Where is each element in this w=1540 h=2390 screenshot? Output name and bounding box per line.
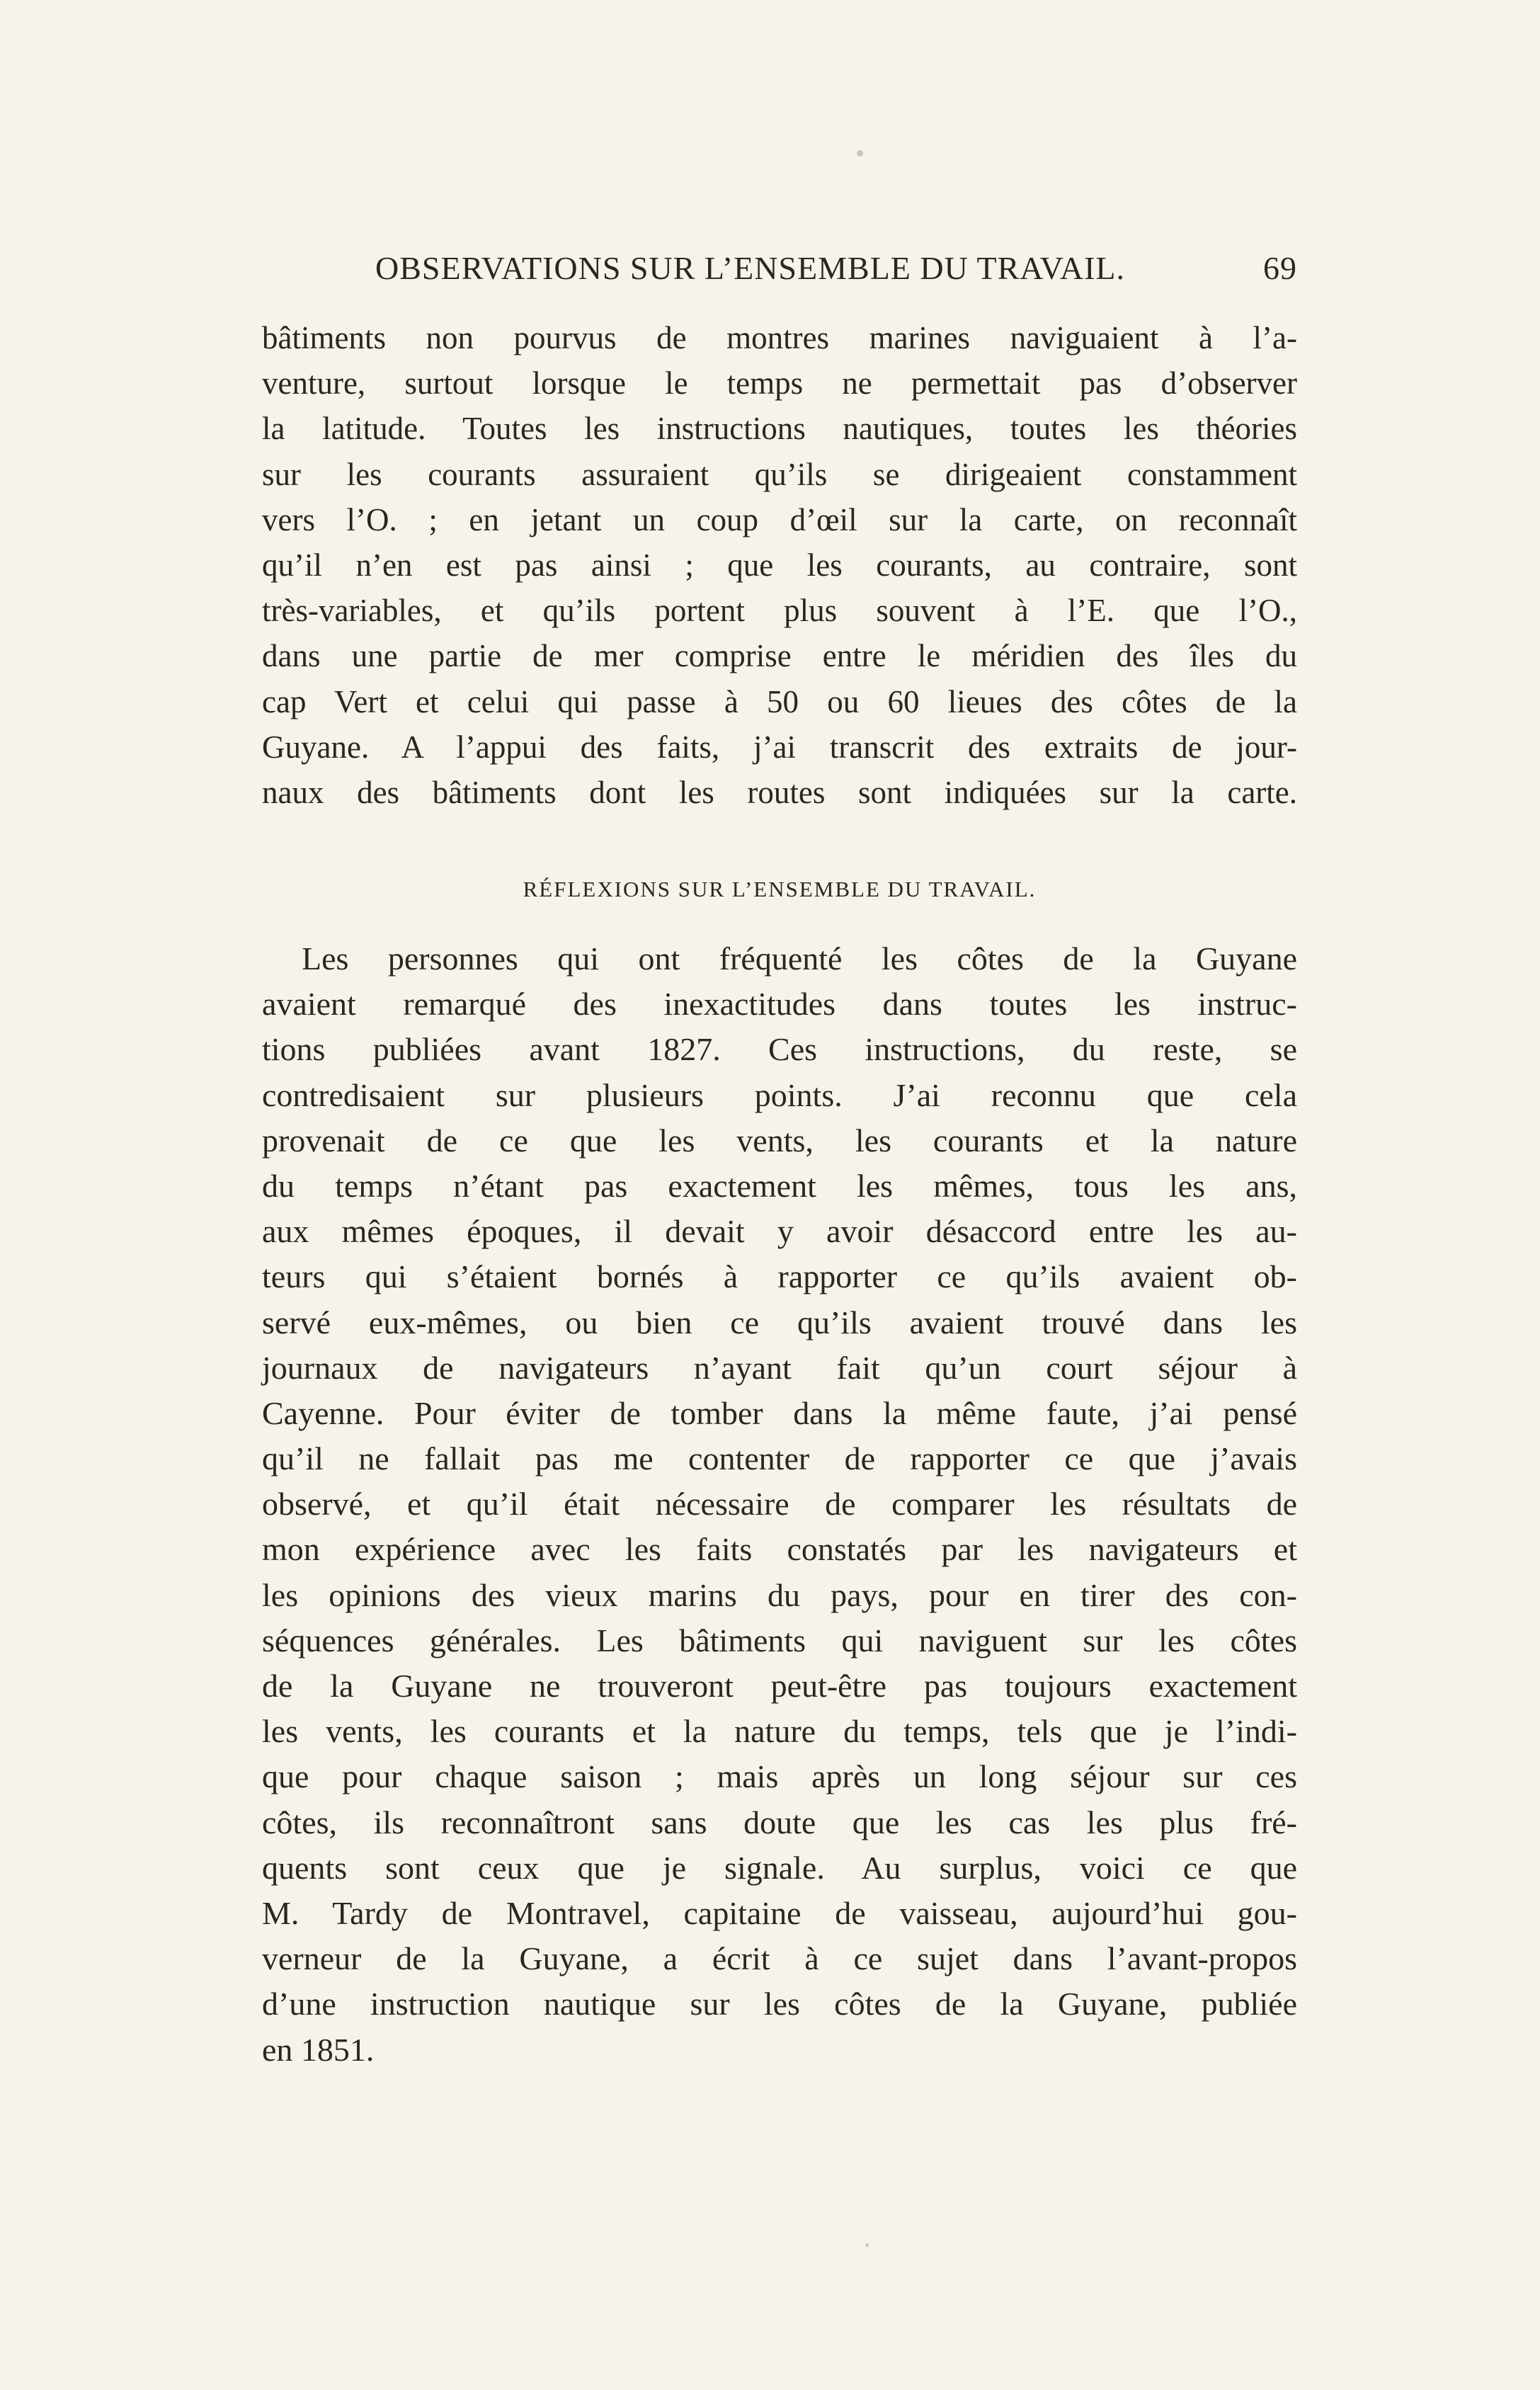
text-line: aux mêmes époques, il devait y avoir désaccord entre les au- xyxy=(262,1213,1297,1250)
text-line: verneur de la Guyane, a écrit à ce sujet dans l’avant-propos xyxy=(262,1940,1297,1977)
text-line: quents sont ceux que je signale. Au surplus, voici ce que xyxy=(262,1849,1297,1886)
text-line: qu’il ne fallait pas me contenter de rapporter ce que j’avais xyxy=(262,1440,1297,1477)
text-line: cap Vert et celui qui passe à 50 ou 60 lieues des côtes de la xyxy=(262,683,1297,719)
text-line: naux des bâtiments dont les routes sont indiquées sur la carte. xyxy=(262,774,1297,810)
text-line: Guyane. A l’appui des faits, j’ai transcrit des extraits de jour- xyxy=(262,729,1297,765)
text-line: contredisaient sur plusieurs points. J’ai reconnu que cela xyxy=(262,1076,1297,1113)
text-line: très-variables, et qu’ils portent plus souvent à l’E. que l’O., xyxy=(262,593,1297,629)
text-line: d’une instruction nautique sur les côtes de la Guyane, publiée xyxy=(262,1986,1297,2022)
text-line: journaux de navigateurs n’ayant fait qu’un court séjour à xyxy=(262,1349,1297,1386)
text-line: teurs qui s’étaient bornés à rapporter ce qu’ils avaient ob- xyxy=(262,1258,1297,1295)
text-line: Cayenne. Pour éviter de tomber dans la même faute, j’ai pensé xyxy=(262,1394,1297,1431)
running-head-title: OBSERVATIONS SUR L’ENSEMBLE DU TRAVAIL. xyxy=(375,250,1125,286)
text-line: que pour chaque saison ; mais après un long séjour sur ces xyxy=(262,1758,1297,1795)
text-line: Les personnes qui ont fréquenté les côtes de la Guyane xyxy=(302,940,1297,977)
running-head xyxy=(262,249,1297,292)
text-line: avaient remarqué des inexactitudes dans toutes les instruc- xyxy=(262,986,1297,1023)
text-line: bâtiments non pourvus de montres marines naviguaient à l’a- xyxy=(262,320,1297,355)
text-line: dans une partie de mer comprise entre le méridien des îles du xyxy=(262,638,1297,674)
text-line: côtes, ils reconnaîtront sans doute que les cas les plus fré- xyxy=(262,1804,1297,1840)
text-line: séquences générales. Les bâtiments qui naviguent sur les côtes xyxy=(262,1622,1297,1658)
text-line: du temps n’étant pas exactement les mêmes, tous les ans, xyxy=(262,1167,1297,1204)
paper-speck xyxy=(857,150,863,157)
paragraph-2 xyxy=(262,936,1297,2073)
text-line: sur les courants assuraient qu’ils se dirigeaient constamment xyxy=(262,456,1297,492)
text-line: les opinions des vieux marins du pays, pour en tirer des con- xyxy=(262,1576,1297,1613)
text-line: de la Guyane ne trouveront peut-être pas toujours exactement xyxy=(262,1668,1297,1704)
section-heading: RÉFLEXIONS SUR L’ENSEMBLE DU TRAVAIL. xyxy=(523,877,1037,901)
text-line: en 1851. xyxy=(262,2031,375,2068)
text-line: M. Tardy de Montravel, capitaine de vaisseau, aujourd’hui gou- xyxy=(262,1894,1297,1931)
text-line: observé, et qu’il était nécessaire de comparer les résultats de xyxy=(262,1486,1297,1523)
text-line: servé eux-mêmes, ou bien ce qu’ils avaient trouvé dans les xyxy=(262,1304,1297,1341)
text-line: vers l’O. ; en jetant un coup d’œil sur la carte, on reconnaît xyxy=(262,501,1297,537)
text-line: venture, surtout lorsque le temps ne permettait pas d’observer xyxy=(262,365,1297,402)
text-line: la latitude. Toutes les instructions nautiques, toutes les théories xyxy=(262,411,1297,447)
text-line: tions publiées avant 1827. Ces instructions, du reste, se xyxy=(262,1031,1297,1068)
text-line: les vents, les courants et la nature du temps, tels que je l’indi- xyxy=(262,1713,1297,1750)
text-line: qu’il n’en est pas ainsi ; que les courants, au contraire, sont xyxy=(262,547,1297,583)
paragraph-1 xyxy=(262,315,1297,815)
text-line: provenait de ce que les vents, les courants et la nature xyxy=(262,1122,1297,1159)
paper-speck xyxy=(865,2243,869,2247)
text-line: mon expérience avec les faits constatés par les navigateurs et xyxy=(262,1531,1297,1568)
page-number: 69 xyxy=(1263,250,1297,286)
